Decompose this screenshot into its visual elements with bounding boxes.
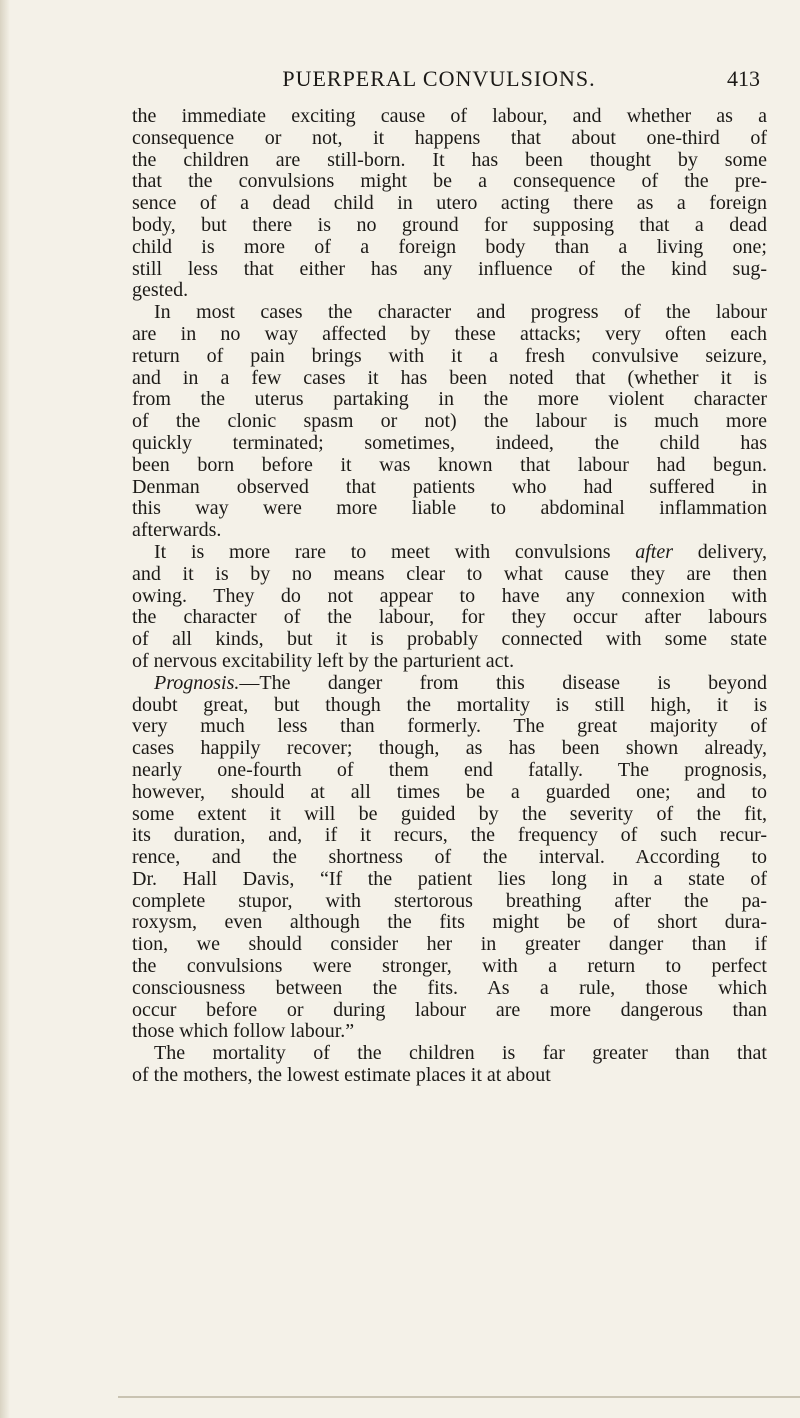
- text-line: some extent it will be guided by the severity of the fit,: [132, 803, 767, 825]
- text-line: The mortality of the children is far greater than that: [154, 1043, 767, 1065]
- text-line: of nervous excitability left by the parturient act.: [132, 650, 515, 672]
- text-line: still less that either has any influence of the kind sug-: [132, 258, 767, 280]
- page-header: [118, 66, 760, 94]
- text-line: those which follow labour.”: [132, 1021, 355, 1043]
- text-line: Denman observed that patients who had suffered in: [132, 476, 767, 498]
- text-line: return of pain brings with it a fresh convulsive seizure,: [132, 345, 767, 367]
- text-line: of all kinds, but it is probably connected with some state: [132, 629, 767, 651]
- text-line: its duration, and, if it recurs, the frequency of such recur-: [132, 825, 767, 847]
- text-line: afterwards.: [132, 520, 222, 542]
- page-number: 413: [727, 66, 760, 91]
- paragraph: [132, 1043, 767, 1087]
- text-line: rence, and the shortness of the interval. According to: [132, 847, 767, 869]
- text-line: and in a few cases it has been noted that (whether it is: [132, 367, 767, 389]
- text-line: Dr. Hall Davis, “If the patient lies long in a state of: [132, 868, 767, 890]
- text-line: consciousness between the fits. As a rule, those which: [132, 977, 767, 999]
- text-line: this way were more liable to abdominal inflammation: [132, 498, 767, 520]
- text-line: owing. They do not appear to have any connexion with: [132, 585, 767, 607]
- text-line: however, should at all times be a guarded one; and to: [132, 781, 767, 803]
- text-line: the immediate exciting cause of labour, and whether as a: [132, 106, 767, 127]
- text-line: complete stupor, with stertorous breathing after the pa-: [132, 890, 767, 912]
- text-line: the character of the labour, for they occur after labours: [132, 607, 767, 629]
- text-line: that the convulsions might be a consequence of the pre-: [132, 171, 767, 193]
- text-line: and it is by no means clear to what cause they are then: [132, 563, 767, 585]
- body-text: [132, 106, 767, 1087]
- text-line: the children are still-born. It has been thought by some: [132, 149, 767, 171]
- text-line: Prognosis.—The danger from this disease is beyond: [154, 672, 767, 694]
- text-line: child is more of a foreign body than a living one;: [132, 236, 767, 258]
- paragraph: [132, 302, 767, 542]
- text-line: are in no way affected by these attacks; very often each: [132, 323, 767, 345]
- paragraph: [132, 542, 767, 673]
- text-line: from the uterus partaking in the more violent character: [132, 389, 767, 411]
- text-line: very much less than formerly. The great majority of: [132, 716, 767, 738]
- text-line: body, but there is no ground for supposing that a dead: [132, 214, 767, 236]
- paragraph: [132, 106, 767, 302]
- text-line: of the clonic spasm or not) the labour is much more: [132, 411, 767, 433]
- text-line: nearly one-fourth of them end fatally. The prognosis,: [132, 759, 767, 781]
- text-line: the convulsions were stronger, with a return to perfect: [132, 956, 767, 978]
- page-bottom-edge: [118, 1396, 800, 1398]
- running-title: PUERPERAL CONVULSIONS.: [282, 66, 596, 91]
- text-line: doubt great, but though the mortality is still high, it is: [132, 694, 767, 716]
- paragraph: [132, 673, 767, 1044]
- text-line: consequence or not, it happens that about one-third of: [132, 127, 767, 149]
- text-line: of the mothers, the lowest estimate places it at about: [132, 1065, 551, 1087]
- text-line: tion, we should consider her in greater danger than if: [132, 934, 767, 956]
- scan-edge: [0, 0, 10, 1418]
- text-line: been born before it was known that labour had begun.: [132, 454, 767, 476]
- text-line: It is more rare to meet with convulsions after delivery,: [154, 541, 767, 563]
- text-line: roxysm, even although the fits might be of short dura-: [132, 912, 767, 934]
- text-line: sence of a dead child in utero acting there as a foreign: [132, 193, 767, 215]
- text-line: In most cases the character and progress of the labour: [154, 302, 767, 324]
- text-line: quickly terminated; sometimes, indeed, the child has: [132, 432, 767, 454]
- text-line: gested.: [132, 280, 189, 302]
- text-line: occur before or during labour are more dangerous than: [132, 999, 767, 1021]
- text-line: cases happily recover; though, as has been shown already,: [132, 738, 767, 760]
